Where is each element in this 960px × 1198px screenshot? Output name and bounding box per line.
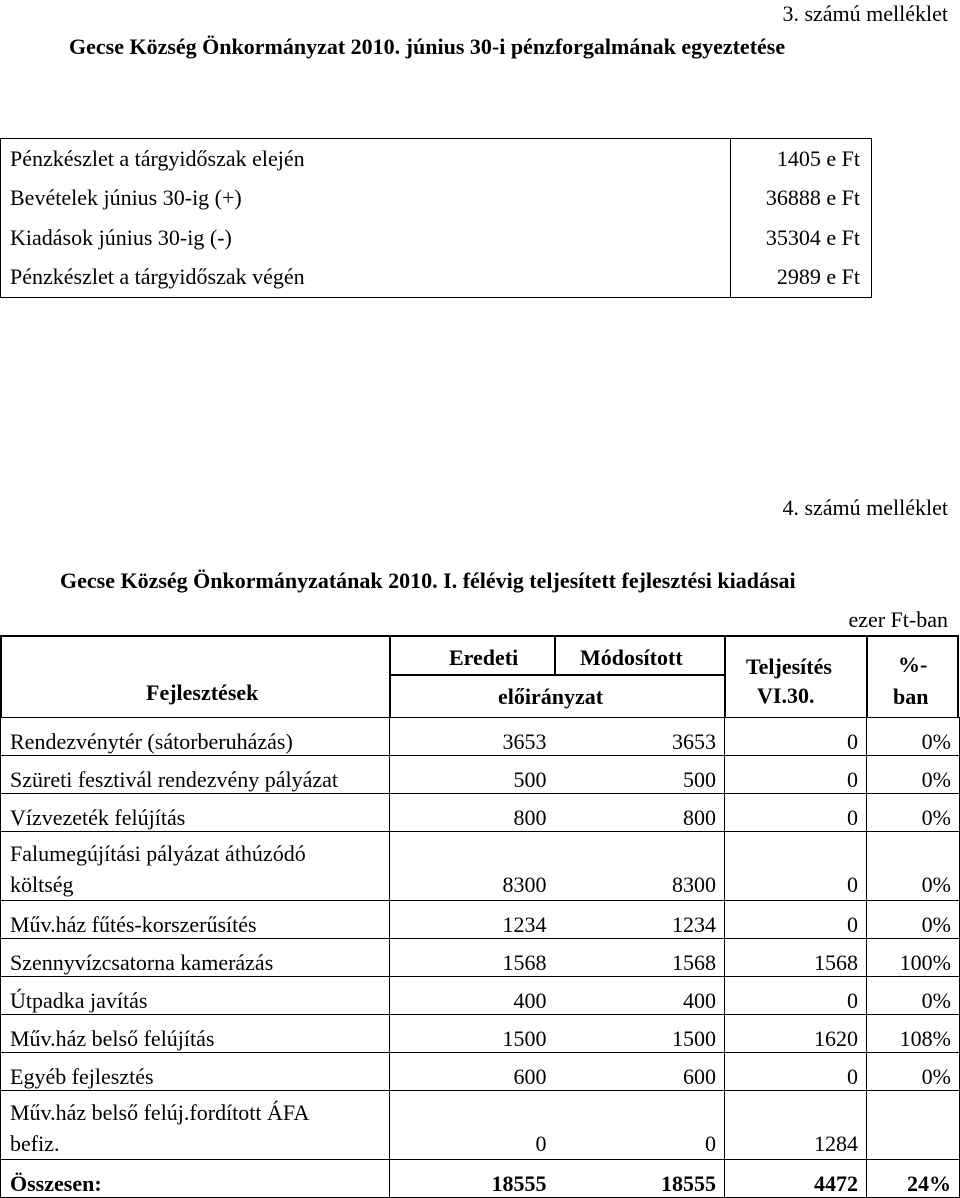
header-top-rule (0, 635, 959, 637)
row-eredeti: 1500 (390, 1015, 555, 1053)
cashflow-table (0, 138, 872, 298)
row-percent: 0% (867, 756, 960, 794)
header-right-rule (957, 635, 959, 718)
row-teljesites: 0 (725, 901, 867, 939)
row-name (1, 832, 390, 901)
row-teljesites: 0 (725, 756, 867, 794)
cash-value: 1405 e Ft (731, 139, 872, 179)
table-row (1, 901, 960, 939)
table-row (1, 939, 960, 977)
row-eredeti: 500 (390, 756, 555, 794)
row-name: Műv.ház belső felújítás (1, 1015, 390, 1053)
row-eredeti: 3653 (390, 718, 555, 756)
row-name: Útpadka javítás (1, 977, 390, 1015)
annex-4-label: 4. számú melléklet (782, 495, 948, 520)
row-percent: 0% (867, 832, 960, 901)
row-modositott: 8300 (555, 832, 725, 901)
cash-label: Bevételek június 30-ig (+) (1, 179, 731, 218)
row-modositott: 3653 (555, 718, 725, 756)
row-percent (867, 1091, 960, 1160)
header-percent: %- (898, 652, 928, 677)
table-row (1, 832, 960, 901)
row-name-line1: Falumegújítási pályázat áthúzódó (10, 841, 306, 866)
row-teljesites: 1284 (725, 1091, 867, 1160)
row-modositott: 400 (555, 977, 725, 1015)
row-eredeti: 0 (390, 1091, 555, 1160)
header-col-rule (866, 635, 868, 718)
header-eredeti: Eredeti (449, 645, 519, 670)
row-name: Műv.ház fűtés-korszerűsítés (1, 901, 390, 939)
row-modositott: 0 (555, 1091, 725, 1160)
cash-value: 36888 e Ft (731, 179, 872, 218)
row-eredeti: 600 (390, 1053, 555, 1091)
row-percent: 0% (867, 977, 960, 1015)
row-name (1, 1091, 390, 1160)
row-modositott: 1234 (555, 901, 725, 939)
row-name-line1: Műv.ház belső felúj.fordított ÁFA (10, 1100, 310, 1125)
row-eredeti: 800 (390, 794, 555, 832)
table-row (1, 756, 960, 794)
row-percent: 100% (867, 939, 960, 977)
unit-label: ezer Ft-ban (848, 607, 948, 632)
total-label: Összesen: (1, 1160, 390, 1198)
header-col-rule (554, 635, 556, 675)
row-percent: 0% (867, 794, 960, 832)
development-table (0, 717, 960, 1198)
row-percent: 0% (867, 718, 960, 756)
total-teljesites: 4472 (725, 1160, 867, 1198)
table-row (1, 1091, 960, 1160)
row-modositott: 600 (555, 1053, 725, 1091)
cash-label: Kiadások június 30-ig (-) (1, 218, 731, 257)
row-teljesites: 0 (725, 977, 867, 1015)
row-name: Szüreti fesztivál rendezvény pályázat (1, 756, 390, 794)
row-percent: 0% (867, 901, 960, 939)
row-eredeti: 400 (390, 977, 555, 1015)
row-percent: 0% (867, 1053, 960, 1091)
row-modositott: 1500 (555, 1015, 725, 1053)
header-col-rule (389, 635, 391, 718)
table-row (1, 1053, 960, 1091)
row-eredeti: 1234 (390, 901, 555, 939)
header-sub-rule (389, 674, 725, 676)
table-row (1, 1015, 960, 1053)
row-name: Vízvezeték felújítás (1, 794, 390, 832)
row-name: Rendezvénytér (sátorberuházás) (1, 718, 390, 756)
header-teljesites: Teljesítés (746, 654, 832, 679)
row-teljesites: 0 (725, 718, 867, 756)
total-eredeti: 18555 (390, 1160, 555, 1198)
annex-3-label: 3. számú melléklet (782, 1, 948, 26)
table-row (1, 718, 960, 756)
row-name-line2: befiz. (10, 1131, 60, 1156)
table-row (1, 257, 872, 297)
header-fejlesztesek: Fejlesztések (146, 680, 259, 705)
table-row (1, 179, 872, 218)
row-modositott: 1568 (555, 939, 725, 977)
row-modositott: 500 (555, 756, 725, 794)
table-row (1, 139, 872, 179)
header-percent-suffix: ban (893, 684, 929, 709)
cash-label: Pénzkészlet a tárgyidőszak végén (1, 257, 731, 297)
row-name: Egyéb fejlesztés (1, 1053, 390, 1091)
row-percent: 108% (867, 1015, 960, 1053)
header-left-rule (0, 635, 2, 718)
row-teljesites: 1568 (725, 939, 867, 977)
header-col-rule (724, 635, 726, 718)
row-name-line2: költség (10, 872, 74, 897)
row-modositott: 800 (555, 794, 725, 832)
total-row (1, 1160, 960, 1198)
cashflow-title: Gecse Község Önkormányzat 2010. június 30-i pénzforgalmának egyeztetése (69, 34, 786, 59)
row-teljesites: 1620 (725, 1015, 867, 1053)
row-name: Szennyvízcsatorna kamerázás (1, 939, 390, 977)
header-modositott: Módosított (580, 645, 683, 670)
table-row (1, 794, 960, 832)
development-title: Gecse Község Önkormányzatának 2010. I. félévig teljesített fejlesztési kiadásai (60, 568, 796, 593)
row-teljesites: 0 (725, 794, 867, 832)
table-row (1, 977, 960, 1015)
row-eredeti: 1568 (390, 939, 555, 977)
header-teljesites-date: VI.30. (757, 683, 815, 708)
cash-label: Pénzkészlet a tárgyidőszak elején (1, 139, 731, 179)
total-modositott: 18555 (555, 1160, 725, 1198)
cash-value: 35304 e Ft (731, 218, 872, 257)
cash-value: 2989 e Ft (731, 257, 872, 297)
row-eredeti: 8300 (390, 832, 555, 901)
row-teljesites: 0 (725, 1053, 867, 1091)
row-teljesites: 0 (725, 832, 867, 901)
table-row (1, 218, 872, 257)
total-percent: 24% (867, 1160, 960, 1198)
header-eloiranyzat: előirányzat (498, 684, 604, 709)
